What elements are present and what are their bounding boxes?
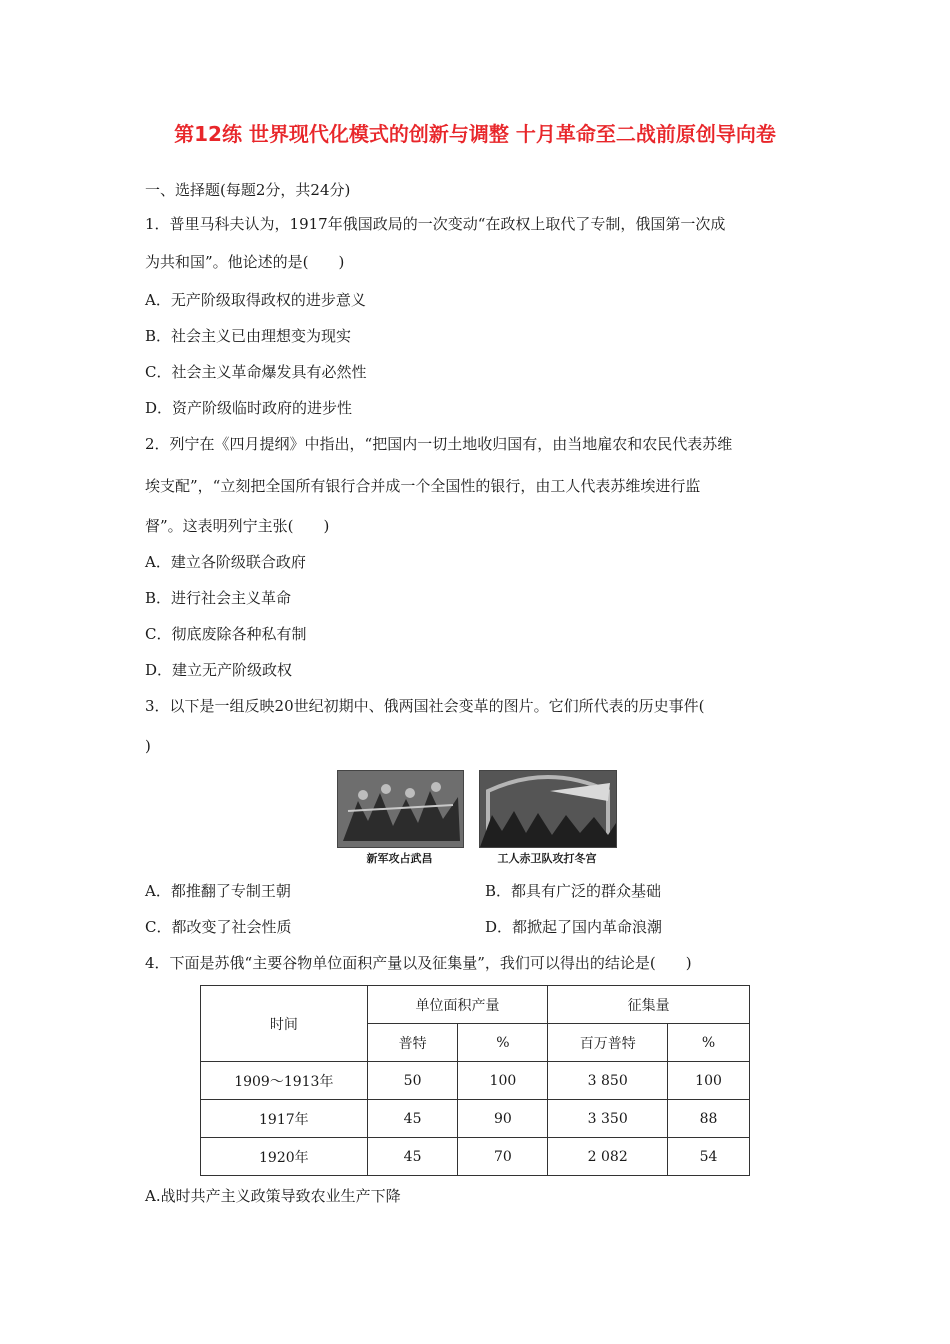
row-cell: 70 [458, 1138, 548, 1176]
storming-palace-icon [480, 771, 616, 847]
q3-option-b: B．都具有广泛的群众基础 [485, 882, 662, 900]
subheader-percent: % [668, 1024, 750, 1062]
caption-left: 新军攻占武昌 [366, 852, 433, 865]
row-cell: 50 [367, 1062, 458, 1100]
table-row [201, 1100, 750, 1138]
row-cell: 3 350 [548, 1100, 668, 1138]
header-time: 时间 [201, 986, 368, 1062]
subheader-million-pood: 百万普特 [548, 1024, 668, 1062]
header-collection: 征集量 [548, 986, 750, 1024]
q2-option-a: A．建立各阶级联合政府 [145, 553, 306, 571]
subheader-pood: 普特 [367, 1024, 458, 1062]
q1-option-a: A．无产阶级取得政权的进步意义 [145, 291, 366, 309]
q1-option-d: D．资产阶级临时政府的进步性 [145, 399, 353, 417]
row-cell: 100 [668, 1062, 750, 1100]
q1-option-b: B．社会主义已由理想变为现实 [145, 327, 352, 345]
q3-option-c: C．都改变了社会性质 [145, 918, 292, 936]
row-year: 1909～1913年 [201, 1062, 368, 1100]
q2-option-c: C．彻底废除各种私有制 [145, 625, 307, 643]
q4-stem-line1: 4．下面是苏俄“主要谷物单位面积产量以及征集量”，我们可以得出的结论是( ) [145, 954, 692, 972]
caption-right: 工人赤卫队攻打冬宫 [497, 852, 597, 865]
row-year: 1920年 [201, 1138, 368, 1176]
table-row [201, 1062, 750, 1100]
q3-stem-line1: 3．以下是一组反映20世纪初期中、俄两国社会变革的图片。它们所代表的历史事件( [145, 697, 705, 715]
row-cell: 3 850 [548, 1062, 668, 1100]
q1-option-c: C．社会主义革命爆发具有必然性 [145, 363, 367, 381]
q2-option-d: D．建立无产阶级政权 [145, 661, 293, 679]
q1-stem-line1: 1．普里马科夫认为，1917年俄国政局的一次变动“在政权上取代了专制，俄国第一次成 [145, 215, 726, 233]
q2-stem-line3: 督”。这表明列宁主张( ) [145, 517, 330, 535]
q2-stem-line1: 2．列宁在《四月提纲》中指出，“把国内一切土地收归国有，由当地雇农和农民代表苏维 [145, 435, 733, 453]
q4-option-a: A.战时共产主义政策导致农业生产下降 [145, 1187, 401, 1205]
q3-option-d: D．都掀起了国内革命浪潮 [485, 918, 663, 936]
q2-option-b: B．进行社会主义革命 [145, 589, 292, 607]
row-cell: 100 [458, 1062, 548, 1100]
subheader-percent: % [458, 1024, 548, 1062]
row-cell: 45 [367, 1138, 458, 1176]
table-row [201, 1138, 750, 1176]
q1-stem-line2: 为共和国”。他论述的是( ) [145, 253, 345, 271]
row-cell: 54 [668, 1138, 750, 1176]
grain-data-table [200, 985, 750, 1176]
row-year: 1917年 [201, 1100, 368, 1138]
section-heading: 一、选择题(每题2分，共24分) [145, 181, 351, 199]
row-cell: 90 [458, 1100, 548, 1138]
q3-option-a: A．都推翻了专制王朝 [145, 882, 291, 900]
row-cell: 2 082 [548, 1138, 668, 1176]
page-title: 第12练 世界现代化模式的创新与调整 十月革命至二战前原创导向卷 [174, 122, 776, 146]
header-yield: 单位面积产量 [367, 986, 548, 1024]
q3-stem-line2: ) [145, 737, 151, 755]
wuchang-uprising-photo [337, 770, 464, 848]
row-cell: 88 [668, 1100, 750, 1138]
row-cell: 45 [367, 1100, 458, 1138]
winter-palace-photo [479, 770, 617, 848]
relief-sculpture-icon [338, 771, 463, 847]
table-header-row [201, 986, 750, 1024]
q2-stem-line2: 埃支配”，“立刻把全国所有银行合并成一个全国性的银行，由工人代表苏维埃进行监 [145, 477, 701, 495]
